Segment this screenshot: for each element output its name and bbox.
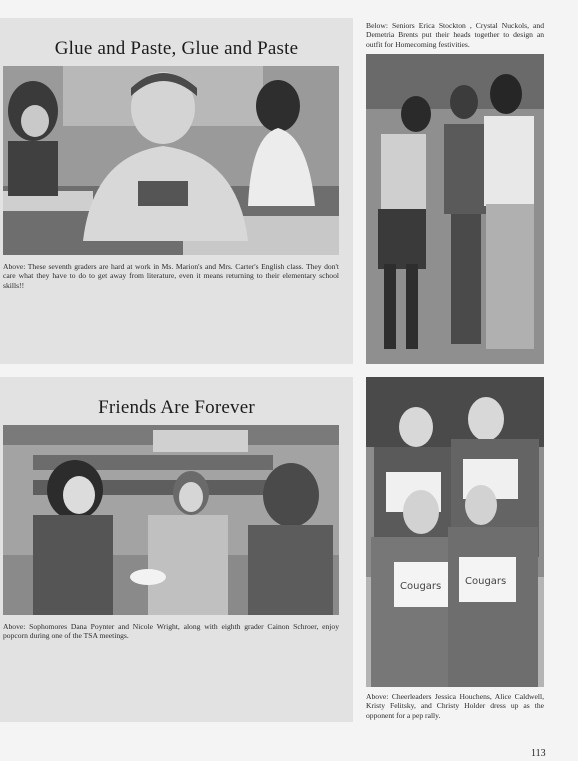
- cheer-photo: [366, 377, 544, 687]
- glue-title: Glue and Paste, Glue and Paste: [54, 38, 299, 59]
- homecoming-caption: Below: Seniors Erica Stockton , Crystal Nuckols, and Demetria Brents put their heads together to design an outfit for Homecoming festivities.: [366, 21, 544, 49]
- glue-caption: Above: These seventh graders are hard at work in Ms. Marion's and Mrs. Carter's English class. They don't care what they have to do to get away from literature, even it means returning to their elementary school skills!!: [3, 262, 339, 290]
- cheer-sign-1: Cougars: [400, 581, 442, 592]
- homecoming-photo: [366, 54, 544, 364]
- cheer-sign-2: Cougars: [465, 576, 507, 587]
- glue-photo: [3, 66, 339, 255]
- glue-panel: [0, 18, 353, 364]
- page-number: 113: [531, 748, 546, 759]
- friends-photo: [3, 425, 339, 615]
- cheer-caption: Above: Cheerleaders Jessica Houchens, Alice Caldwell, Kristy Felitsky, and Christy Holder dress up as the opponent for a pep rally.: [366, 692, 544, 720]
- friends-panel: [0, 377, 353, 722]
- friends-title: Friends Are Forever: [98, 397, 255, 418]
- friends-caption: Above: Sophomores Dana Poynter and Nicole Wright, along with eighth grader Cainon Schroer, enjoy popcorn during one of the TSA meetings.: [3, 622, 339, 641]
